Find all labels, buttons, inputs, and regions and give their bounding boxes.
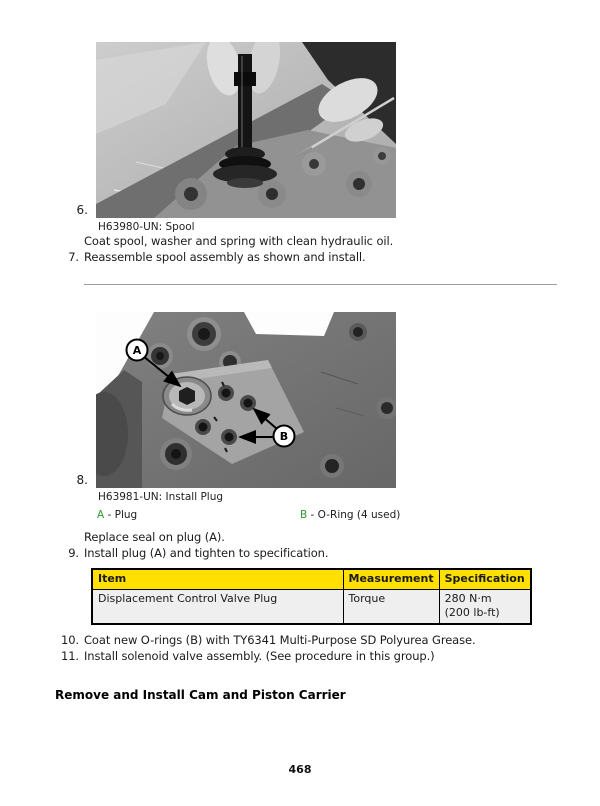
cell-measurement: Torque	[343, 590, 439, 625]
legend-b-key: B	[300, 509, 311, 521]
list-item-7	[50, 250, 366, 265]
note-replace-seal: Replace seal on plug (A).	[84, 530, 225, 544]
table-row	[92, 590, 531, 625]
list-text: Install solenoid valve assembly. (See procedure in this group.)	[84, 649, 435, 663]
step-8-number: 8.	[76, 473, 88, 487]
list-text: Coat new O-rings (B) with TY6341 Multi-Purpose SD Polyurea Grease.	[84, 633, 476, 647]
page-number: 468	[288, 763, 312, 776]
legend-item-a	[97, 508, 137, 522]
list-item-9	[50, 546, 328, 561]
torque-spec-table	[91, 568, 532, 625]
spec-value-imperial: (200 lb-ft)	[444, 606, 500, 619]
list-item-10	[50, 633, 476, 648]
list-text: Install plug (A) and tighten to specification.	[84, 546, 329, 560]
header-measurement: Measurement	[343, 569, 439, 590]
step-6-number: 6.	[76, 203, 88, 217]
install-plug-illustration	[96, 312, 396, 488]
spec-value-metric: 280 N·m	[444, 592, 492, 605]
list-number: 11.	[61, 649, 79, 663]
legend-item-b	[300, 508, 400, 522]
callout-b-label: B	[279, 430, 289, 443]
cell-item: Displacement Control Valve Plug	[92, 590, 343, 625]
section-heading: Remove and Install Cam and Piston Carrier	[55, 688, 346, 702]
list-number: 9.	[68, 546, 79, 560]
figure2-install-plug-photo	[96, 312, 396, 488]
list-number: 7.	[68, 250, 79, 264]
note-coat-spool: Coat spool, washer and spring with clean hydraulic oil.	[84, 234, 394, 248]
header-item: Item	[92, 569, 343, 590]
list-text: Reassemble spool assembly as shown and install.	[84, 250, 366, 264]
cell-specification	[439, 590, 531, 625]
figure2-caption: H63981-UN: Install Plug	[98, 491, 224, 503]
figure1-caption: H63980-UN: Spool	[98, 221, 195, 233]
header-specification: Specification	[439, 569, 531, 590]
legend-a-key: A	[97, 509, 108, 521]
legend-a-text: - Plug	[107, 509, 138, 521]
table-header-row	[92, 569, 531, 590]
list-item-11	[50, 649, 435, 664]
legend-b-text: - O-Ring (4 used)	[310, 509, 401, 521]
list-number: 10.	[61, 633, 79, 647]
callout-a-label: A	[132, 344, 142, 357]
figure1-spool-photo	[96, 42, 396, 218]
spool-photo-illustration	[96, 42, 396, 218]
section-divider	[84, 284, 557, 285]
